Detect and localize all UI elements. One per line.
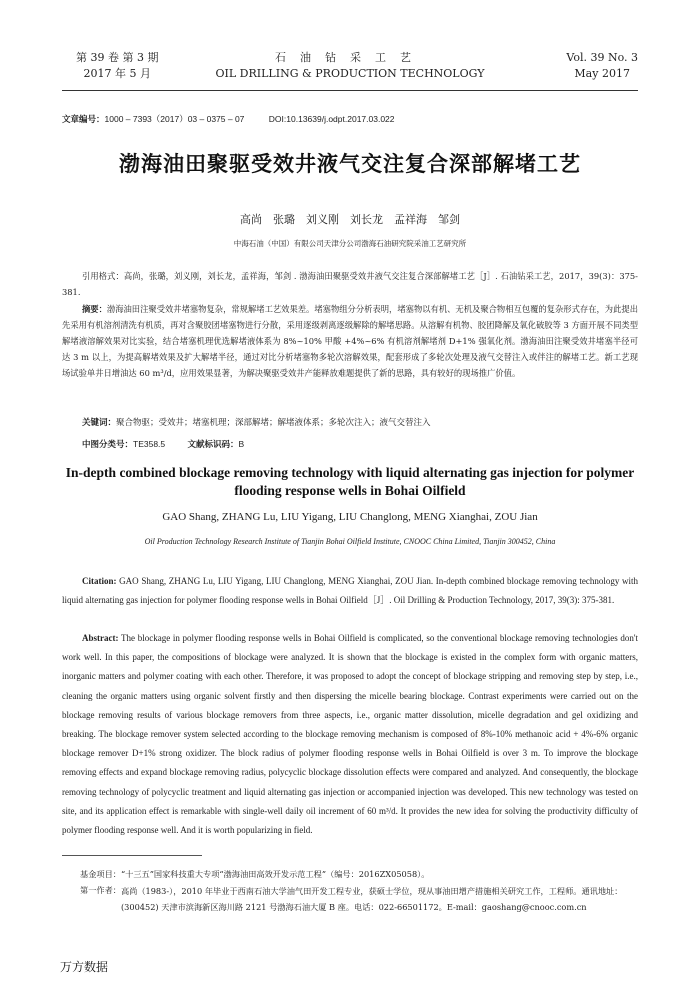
page-title-en: In-depth combined blockage removing technology with liquid alternating gas injection for polymer flooding response wells in Bohai Oilfield [65,465,635,498]
journal-name-cn: 石油钻采工艺 [275,51,425,64]
journal-name-en: OIL DRILLING & PRODUCTION TECHNOLOGY [215,67,485,80]
citation-en-label: Citation: [82,576,117,586]
citation-cn-text: 高尚，张璐，刘义刚，刘长龙，孟祥海，邹剑 . 渤海油田聚驱受效井液气交注复合深部解堵工艺［J］. 石油钻采工艺，2017，39(3)：375-381. [62,271,638,297]
keywords-cn-label: 关键词： [82,417,117,427]
citation-en [62,572,638,610]
fund-note [80,866,640,883]
keywords-cn-text: 聚合物驱；受效井；堵塞机理；深部解堵；解堵液体系；多轮次注入；液气交替注入 [116,417,431,427]
abstract-en-text: The blockage in polymer flooding response wells in Bohai Oilfield is complicated, so the conventional blockage removing technologies don't work well. In this paper, the compositions of blockage were analyzed. It is shown that the blockage is existed in the complex form with organic matters, inorganic matters and polymer coating with each other. Therefore, it was proposed to adopt the concept of blockage stripping and removing step by step, i.e., cleaning the organic matters using organic solvent firstly and then dispersing the micelle bearing blockage. Contrast experiments were carried out on the blockage removing results of various blockage removers from three aspects, i.e., organic matter dissolution, micelle degradation and gel oxidizing and breaking. The blockage remover system selected according to the blockage removing mechanism is composed of 8%-10% methanoic acid + 4%-6% organic blockage remover D+1% strong oxidizer. The block radius of polymer flooding response wells in Bohai Oilfield is over 3 m. To improve the blockage removing effects and expand blockage removing radius, polycyclic blockage dissolution effects were compared and analyzed. And consequently, the blockage removing technology of polycyclic treatment and liquid alternating gas injection or accompanied injection was developed. This new technology was tested on site, and its application effect is remarkable with single-well daily oil increment of 60 m³/d. It provides the new idea for solving the productivity difficulty of polymer flooding response well. And it is worth popularizing in field. [62,633,638,836]
affiliation-en: Oil Production Technology Research Institute of Tianjin Bohai Oilfield Institute, CNOOC China Limited, Tianjin 300452, China [144,537,556,546]
doc-code: B [238,439,245,449]
page-title-cn: 渤海油田聚驱受效井液气交注复合深部解堵工艺 [119,152,581,176]
article-meta [62,113,395,125]
author-note-text: 高尚（1983-），2010 年毕业于西南石油大学油气田开发工程专业，获硕士学位，现从事油田增产措施相关研究工作，工程师。通讯地址：(300452) 天津市滨海新区海川路 2121 号渤海石油大厦 B 座。电话：022-66501172。E-mail：gaoshang@cnooc.com.cn [120,886,623,912]
doc-code-label: 文献标识码： [187,439,239,449]
abstract-cn-text: 渤海油田注聚受效井堵塞物复杂，常规解堵工艺效果差。堵塞物组分分析表明，堵塞物以有机、无机及聚合物相互包覆的复杂形式存在，为此提出先采用有机溶剂清洗有机质，再对含聚胶团堵塞物进行分散，采用逐级剥离逐级解除的解堵思路。从溶解有机物、胶团降解及氧化破胶等 3 方面开展不同类型解堵液溶解效果对比实验，结合堵塞机理优选解堵液体系为 8%~10% 甲酸 +4%~6% 有机溶剂解堵剂 D+1% 强氧化剂。渤海油田注聚受效井堵塞半径可达 3 m 以上，为提高解堵效果及扩大解堵半径，通过对比分析堵塞物多轮次溶解效果，配套形成了多轮次处理及液气交替注入或伴注的解堵工艺。新工艺现场试验单井日增油达 60 m³/d，应用效果显著，为解决聚驱受效井产能释放难题提供了新的思路，具有较好的现场推广价值。 [62,304,638,378]
clc-code: TE358.5 [133,439,166,449]
keywords-cn [82,416,431,428]
article-no: 1000 – 7393（2017）03 – 0375 – 07 [104,114,245,124]
affiliation-cn: 中海石油（中国）有限公司天津分公司渤海石油研究院采油工艺研究所 [233,239,467,248]
abstract-en-label: Abstract: [82,633,119,643]
abstract-en [62,629,638,840]
author-note [80,883,640,915]
clc-label: 中图分类号： [82,439,134,449]
fund-text: “十三五”国家科技重大专项“渤海油田高效开发示范工程”（编号：2016ZX05058）。 [120,869,430,879]
footnote-rule [62,855,202,856]
date-cn: 2017 年 5 月 [83,67,151,80]
journal-volume-en [566,50,638,82]
citation-cn [62,268,638,300]
abstract-cn [62,301,638,381]
fund-label: 基金项目： [80,870,121,879]
volume-issue-en: Vol. 39 No. 3 [566,51,638,64]
authors-en: GAO Shang, ZHANG Lu, LIU Yigang, LIU Changlong, MENG Xianghai, ZOU Jian [162,511,538,523]
header-rule [62,90,638,91]
authors-cn: 高尚 张璐 刘义刚 刘长龙 孟祥海 邹剑 [240,213,460,226]
citation-en-text: GAO Shang, ZHANG Lu, LIU Yigang, LIU Changlong, MENG Xianghai, ZOU Jian. In-depth combined blockage removing technology with liquid alternating gas injection for polymer flooding response wells in Bohai Oilfield［J］. Oil Drilling & Production Technology, 2017, 39(3): 375-381. [62,576,639,606]
author-note-label: 第一作者： [80,886,121,895]
date-en: May 2017 [574,67,630,80]
citation-cn-label: 引用格式： [82,271,124,281]
wanfang-watermark: 万方数据 [60,960,109,974]
abstract-cn-label: 摘要： [82,304,107,314]
volume-issue-cn: 第 39 卷 第 3 期 [76,51,159,64]
article-no-label: 文章编号： [62,114,105,124]
doi[interactable]: DOI:10.13639/j.odpt.2017.03.022 [268,114,395,124]
classification [82,438,244,450]
